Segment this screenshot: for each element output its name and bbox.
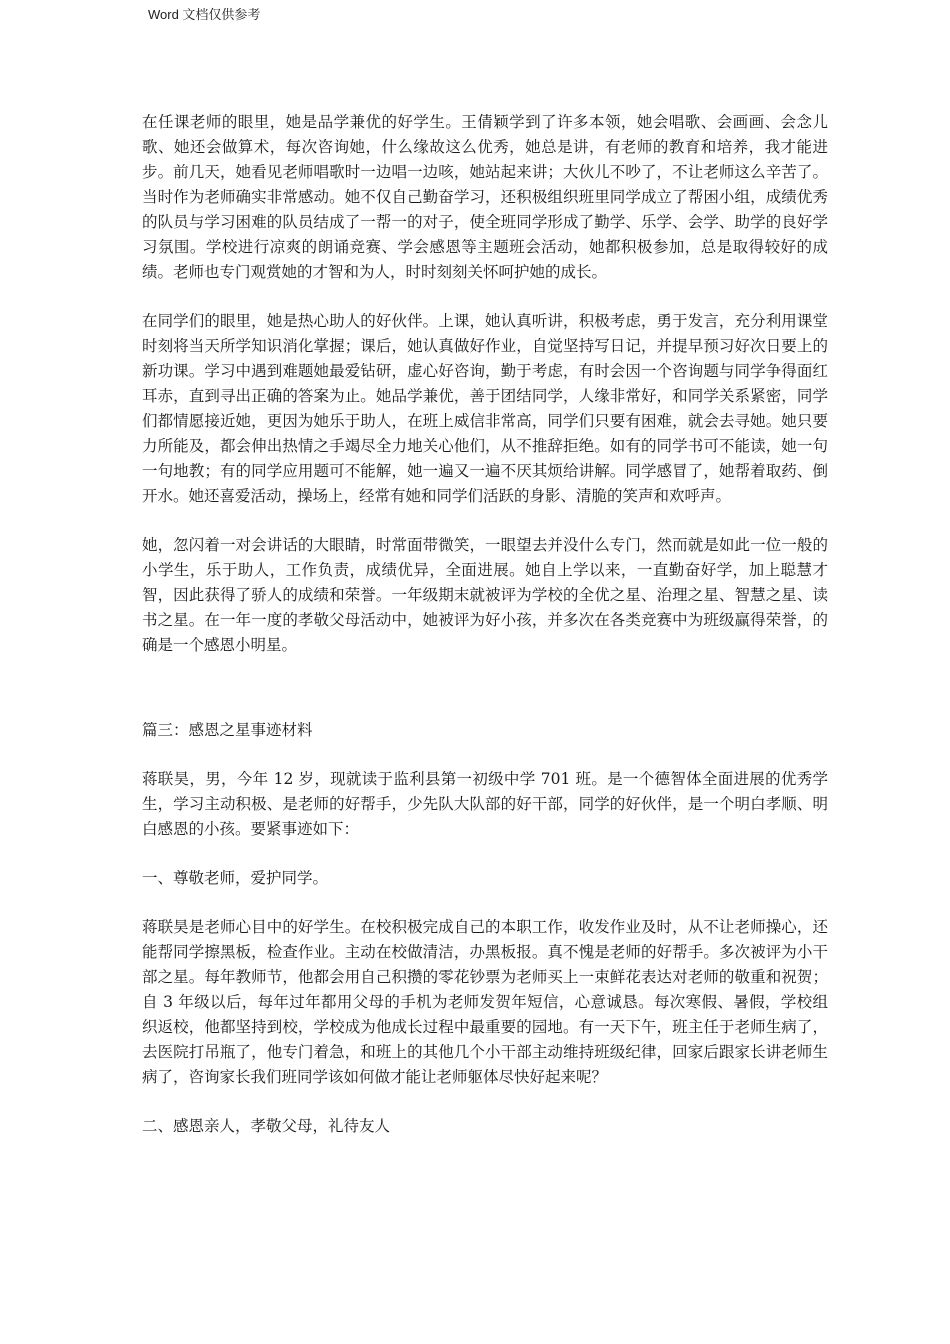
subheading-respect-teachers: 一、尊敬老师，爱护同学。 [142,869,329,887]
paragraph-teacher-view: 在任课老师的眼里，她是品学兼优的好学生。王倩颖学到了许多本领，她会唱歌、会画画、会念儿歌、她还会做算术，每次咨询她，什么缘故这么优秀，她总是讲，有老师的教育和培养，我才能进步。前几天，她看见老师唱歌时一边唱一边咳，她站起来讲；大伙儿不吵了，不让老师这么辛苦了。当时作为老师确实非常感动。她不仅自己勤奋学习，还积极组织班里同学成立了帮困小组，成绩优秀的队员与学习困难的队员结成了一帮一的对子，使全班同学形成了勤学、乐学、会学、助学的良好学习氛围。学校进行凉爽的朗诵竞赛、学会感恩等主题班会活动，她都积极参加，总是取得较好的成绩。老师也专门观赏她的才智和为人，时时刻刻关怀呵护她的成长。 [142,113,828,281]
document-body [142,110,828,1163]
header-note: Word 文档仅供参考 [148,7,261,22]
paragraph-respect-teachers: 蒋联昊是老师心目中的好学生。在校积极完成自己的本职工作，收发作业及时，从不让老师操心，还能帮同学擦黑板，检查作业。主动在校做清洁，办黑板报。真不愧是老师的好帮手。多次被评为小干部之星。每年教师节，他都会用自己积攒的零花钞票为老师买上一束鲜花表达对老师的敬重和祝贺；自 3 年级以后，每年过年都用父母的手机为老师发贺年短信，心意诚恳。每次寒假、暑假，学校组织返校，他都坚持到校，学校成为他成长过程中最重要的园地。有一天下午，班主任于老师生病了，去医院打吊瓶了，他专门着急，和班上的其他几个小干部主动维持班级纪律，回家后跟家长讲老师生病了，咨询家长我们班同学该如何做才能让老师躯体尽快好起来呢？ [142,918,829,1086]
paragraph-intro: 蒋联昊，男，今年 12 岁，现就读于监利县第一初级中学 701 班。是一个德智体全面进展的优秀学生，学习主动积极、是老师的好帮手，少先队大队部的好干部，同学的好伙伴，是一个明白孝顺、明白感恩的小孩。要紧事迹如下： [142,770,828,838]
paragraph-summary: 她，忽闪着一对会讲话的大眼睛，时常面带微笑，一眼望去并没什么专门，然而就是如此一位一般的小学生，乐于助人，工作负责，成绩优异，全面进展。她自上学以来，一直勤奋好学，加上聪慧才智，因此获得了骄人的成绩和荣誉。一年级期末就被评为学校的全优之星、治理之星、智慧之星、读书之星。在一年一度的孝敬父母活动中，她被评为好小孩，并多次在各类竞赛中为班级赢得荣誉，的确是一个感恩小明星。 [142,536,828,654]
section-title: 篇三：感恩之星事迹材料 [142,721,313,739]
subheading-gratitude-family: 二、感恩亲人，孝敬父母，礼待友人 [142,1117,391,1135]
section-spacer [142,682,828,718]
paragraph-classmate-view: 在同学们的眼里，她是热心助人的好伙伴。上课，她认真听讲，积极考虑，勇于发言，充分利用课堂时刻将当天所学知识消化掌握；课后，她认真做好作业，自觉坚持写日记，并提早预习好次日要上的新功课。学习中遇到难题她最爱钻研，虚心好咨询，勤于考虑，有时会因一个咨询题与同学争得面红耳赤，直到寻出正确的答案为止。她品学兼优，善于团结同学，人缘非常好，和同学关系紧密，同学们都情愿接近她，更因为她乐于助人，在班上威信非常高，同学们只要有困难，就会去寻她。她只要力所能及，都会伸出热情之手竭尽全力地关心他们，从不推辞拒绝。如有的同学书可不能读，她一句一句地教；有的同学应用题可不能解，她一遍又一遍不厌其烦给讲解。同学感冒了，她帮着取药、倒开水。她还喜爱活动，操场上，经常有她和同学们活跃的身影、清脆的笑声和欢呼声。 [142,312,828,505]
